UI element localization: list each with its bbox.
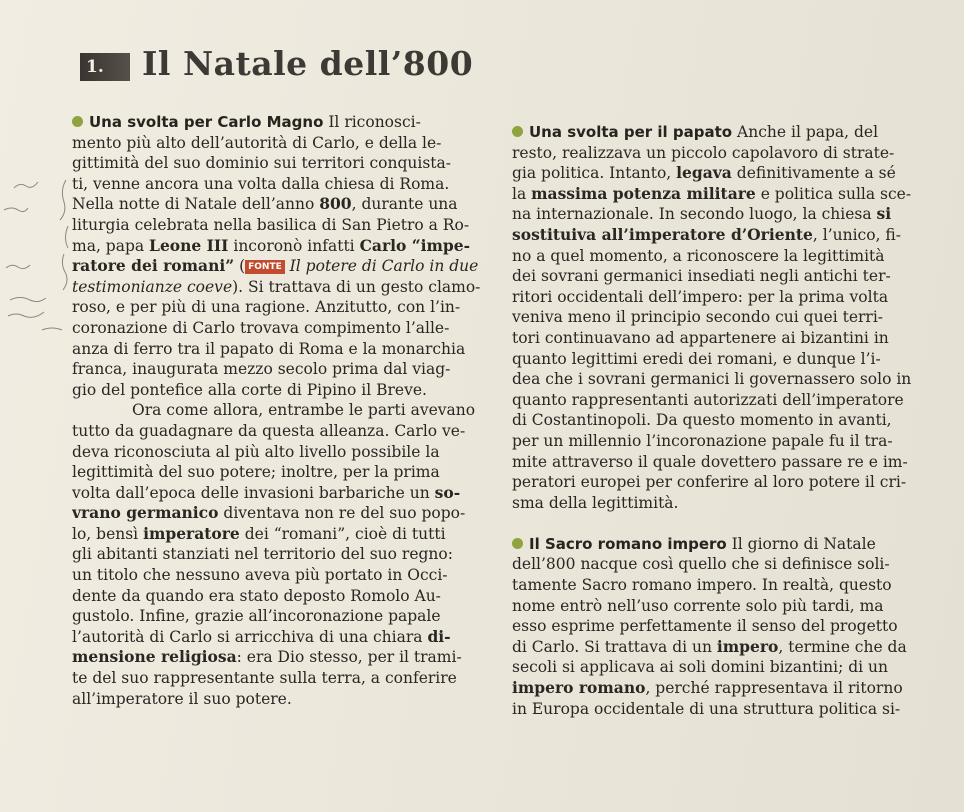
text-line: gli abitanti stanziati nel territorio del suo regno: [72,545,453,564]
text-line: Nella notte di Natale dell’anno 800, durante una [72,194,458,214]
text-line: dell’800 nacque così quello che si definisce soli- [512,555,890,574]
text-line: sma della legittimità. [512,493,679,512]
text-line: resto, realizzava un piccolo capolavoro di strate- [512,143,895,162]
section-heading: Una svolta per il papato [529,123,733,141]
left-column [72,112,484,709]
chapter-number: 1. [80,53,130,81]
text-line: dei sovrani germanici insediati negli antichi ter- [512,267,891,286]
text-line: anza di ferro tra il papato di Roma e la monarchia [72,339,466,358]
text-line: no a quel momento, a riconoscere la legittimità [512,246,885,265]
text-line: na internazionale. In secondo luogo, la chiesa si [512,204,892,224]
text-line: deva riconosciuta al più alto livello possibile la [72,442,440,461]
text-line: esso esprime perfettamente il senso del progetto [512,617,898,636]
handwritten-margin-notes [0,170,78,370]
text-line: Ora come allora, entrambe le parti avevano [132,401,476,420]
text-line: ritori occidentali dell’impero: per la prima volta [512,287,889,306]
text-line: ti, venne ancora una volta dalla chiesa di Roma. [72,174,450,193]
text-line: Il riconosci- [328,113,421,131]
text-line: tori continuavano ad appartenere ai bizantini in [512,328,889,347]
bullet-icon [512,126,523,137]
text-line: quanto rappresentanti autorizzati dell’imperatore [512,390,904,409]
text-line: all’imperatore il suo potere. [72,689,292,708]
text-line: liturgia celebrata nella basilica di San Pietro a Ro- [72,215,470,234]
text-line: mensione religiosa: era Dio stesso, per il trami- [72,647,462,667]
fonte-badge[interactable]: FONTE [245,260,285,274]
text-line: quanto legittimi eredi dei romani, e dunque l’i- [512,349,881,368]
text-line: gustolo. Infine, grazie all’incoronazione papale [72,607,441,626]
text-line: peratori europei per conferire al loro potere il cri- [512,473,907,492]
text-line: roso, e per più di una ragione. Anzitutto, con l’in- [72,298,461,317]
text-line: nome entrò nell’uso corrente solo più tardi, ma [512,596,884,615]
section-heading: Il Sacro romano impero [529,534,727,553]
text-line: gittimità del suo dominio sui territori conquista- [72,154,452,173]
text-line: Anche il papa, del [737,123,879,141]
text-line: tutto da guadagnare da questa alleanza. Carlo ve- [72,421,466,440]
text-line: un titolo che nessuno aveva più portato in Occi- [72,566,448,585]
chapter-title: Il Natale dell’800 [142,44,474,83]
text-line: secoli si applicava ai soli domini bizantini; di un [512,658,889,677]
handwriting-scribbles-icon [0,170,78,370]
text-line: per un millennio l’incoronazione papale fu il tra- [512,431,893,450]
text-line: di Costantinopoli. Da questo momento in avanti, [512,411,892,430]
text-line: veniva meno il principio secondo cui quei terri- [512,308,884,327]
right-column [512,122,924,719]
text-line: mite attraverso il quale dovettero passare re e im- [512,452,908,471]
text-line: dea che i sovrani germanici li governassero solo in [512,370,912,389]
text-line: gia politica. Intanto, legava definitivamente a sé [512,163,896,183]
text-line: volta dall’epoca delle invasioni barbariche un so- [72,482,461,502]
text-line: in Europa occidentale di una struttura politica si- [512,699,901,718]
text-line: tamente Sacro romano impero. In realtà, questo [512,576,892,595]
section-heading: Una svolta per Carlo Magno [89,113,324,131]
text-line: ma, papa Leone III incoronò infatti Carlo “impe- [72,235,471,255]
text-line: mento più alto dell’autorità di Carlo, e della le- [72,133,442,152]
text-line: legittimità del suo potere; inoltre, per la prima [72,463,440,482]
text-line: testimonianze coeve). Si trattava di un gesto clamo- [72,277,481,296]
text-line: coronazione di Carlo trovava compimento l’alle- [72,318,450,337]
text-line: la massima potenza militare e politica sulla sce- [512,183,912,203]
text-line: ratore dei romani” ( FONTE Il potere di Carlo in due [72,256,479,276]
text-line: impero romano, perché rappresentava il ritorno [512,678,903,698]
text-line: gio del pontefice alla corte di Pipino il Breve. [72,380,427,399]
text-line: sostituiva all’imperatore d’Oriente, l’unico, fi- [512,224,901,244]
text-line: di Carlo. Si trattava di un impero, termine che da [512,636,907,656]
text-line: Il giorno di Natale [731,534,876,553]
bullet-icon [512,538,523,549]
text-line: dente da quando era stato deposto Romolo Au- [72,586,441,605]
text-line: vrano germanico diventava non re del suo popo- [72,503,466,523]
text-line: franca, inaugurata mezzo secolo prima dal viag- [72,360,451,379]
text-line: te del suo rappresentante sulla terra, a conferire [72,669,457,688]
bullet-icon [72,116,83,127]
text-line: lo, bensì imperatore dei “romani”, cioè di tutti [72,523,446,543]
text-line: l’autorità di Carlo si arricchiva di una chiara di- [72,626,451,646]
